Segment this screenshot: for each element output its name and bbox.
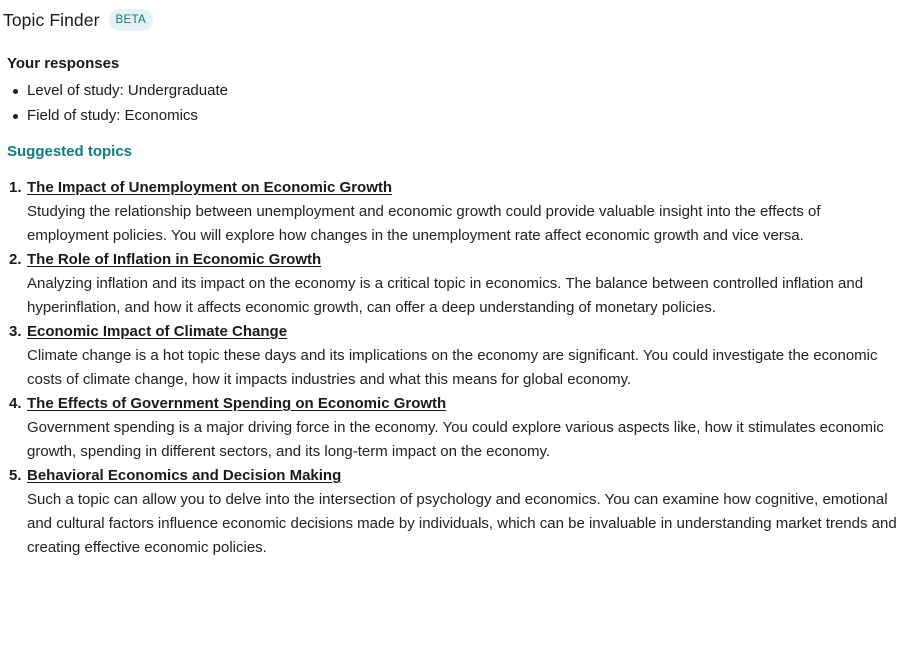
- responses-section: [7, 54, 228, 128]
- topic-number: 5.: [9, 467, 22, 484]
- header: [3, 9, 153, 31]
- topic-item: [7, 392, 907, 464]
- topic-number: 4.: [9, 395, 22, 412]
- topic-item: [7, 176, 907, 248]
- topic-description: Climate change is a hot topic these days and its implications on the economy are significant. You could investigate the economic costs of climate change, how it impacts industries and what this means for global economy.: [27, 347, 878, 388]
- response-item-field: Field of study: Economics: [7, 103, 228, 128]
- responses-list: [7, 78, 228, 128]
- response-item-level: Level of study: Undergraduate: [7, 78, 228, 103]
- topic-title-link[interactable]: Economic Impact of Climate Change: [27, 323, 288, 340]
- app-title: Topic Finder: [3, 9, 100, 30]
- topic-number: 1.: [9, 179, 22, 196]
- topic-title-link[interactable]: Behavioral Economics and Decision Making: [27, 467, 342, 484]
- topic-title-link[interactable]: The Effects of Government Spending on Economic Growth: [27, 395, 447, 412]
- topic-description: Such a topic can allow you to delve into the intersection of psychology and economics. You can examine how cognitive, emotional and cultural factors influence economic decisions made by individuals, which can be invaluable in understanding market trends and creating effective economic policies.: [27, 491, 897, 556]
- topic-number: 2.: [9, 251, 22, 268]
- topic-number: 3.: [9, 323, 22, 340]
- beta-badge: BETA: [109, 9, 153, 31]
- topic-description: Analyzing inflation and its impact on the economy is a critical topic in economics. The balance between controlled inflation and hyperinflation, and how it affects economic growth, can offer a deep understanding of monetary policies.: [27, 275, 864, 316]
- topics-list: [7, 176, 907, 560]
- suggested-topics-heading: Suggested topics: [7, 143, 133, 160]
- topic-item: [7, 320, 907, 392]
- topic-item: [7, 464, 907, 560]
- topic-description: Government spending is a major driving force in the economy. You could explore various aspects like, how it stimulates economic growth, spending in different sectors, and its long-term impact on the economy.: [27, 419, 884, 460]
- topic-title-link[interactable]: The Role of Inflation in Economic Growth: [27, 251, 322, 268]
- suggested-topics-section: [7, 142, 907, 560]
- topic-title-link[interactable]: The Impact of Unemployment on Economic Growth: [27, 179, 393, 196]
- topic-description: Studying the relationship between unemployment and economic growth could provide valuable insight into the effects of employment policies. You will explore how changes in the unemployment rate affect economic growth and vice versa.: [27, 203, 821, 244]
- topic-item: [7, 248, 907, 320]
- responses-heading: Your responses: [7, 55, 120, 72]
